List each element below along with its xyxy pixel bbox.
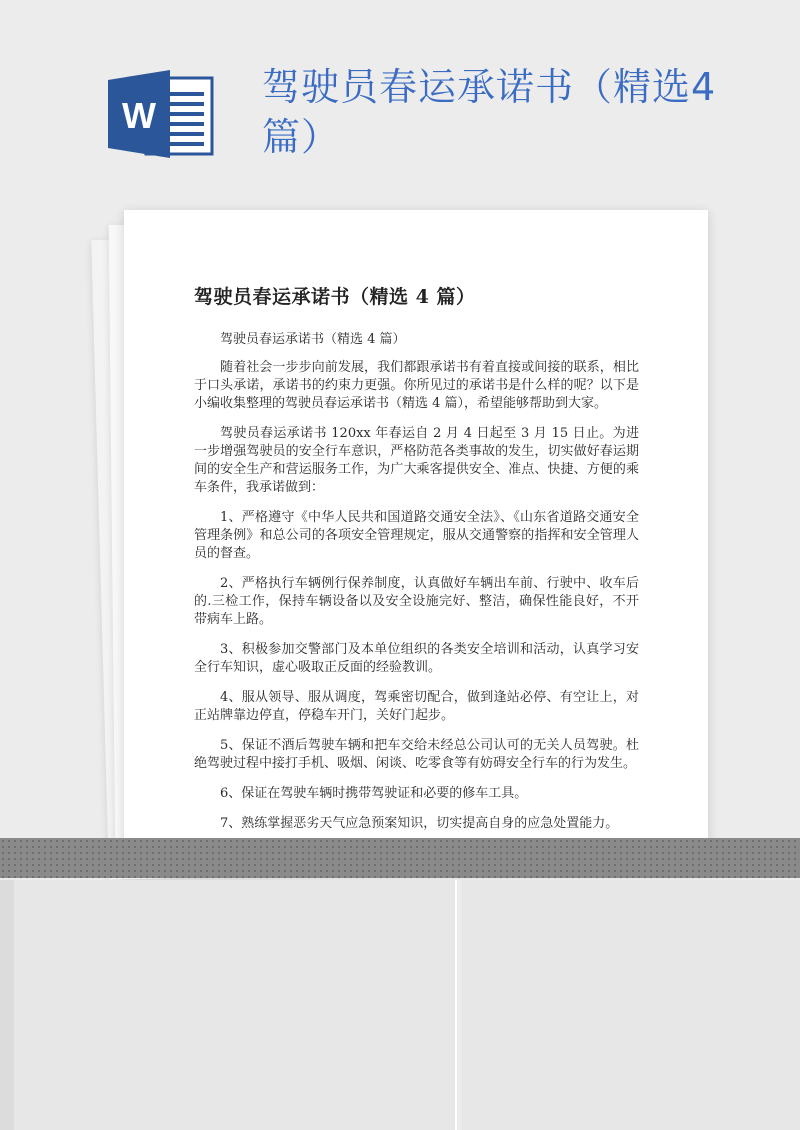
header <box>0 0 800 200</box>
page-title: 驾驶员春运承诺书（精选4篇） <box>262 65 717 159</box>
document-paragraph: 7、熟练掌握恶劣天气应急预案知识，切实提高自身的应急处置能力。 <box>220 816 619 831</box>
document-paragraph: 驾驶员春运承诺书 120xx 年春运自 2 月 4 日起至 3 月 15 日止。为进一步增强驾驶员的安全行车意识，严格防范各类事故的发生，切实做好春运期间的安全生产和营运服务工作，为广大乘客提供安全、准点、快捷、方便的乘车条件，我承诺做到： <box>194 426 639 495</box>
document-paragraph: 4、服从领导、服从调度，驾乘密切配合，做到逢站必停、有空让上，对正站牌靠边停直，停稳车开门，关好门起步。 <box>194 690 639 723</box>
document-paragraph: 6、保证在驾驶车辆时携带驾驶证和必要的修车工具。 <box>220 786 528 801</box>
lower-panel-left <box>0 880 457 1130</box>
document-subtitle: 驾驶员春运承诺书（精选 4 篇） <box>220 332 406 347</box>
document-heading: 驾驶员春运承诺书（精选 4 篇） <box>194 286 476 308</box>
document-paragraph: 随着社会一步步向前发展，我们都跟承诺书有着直接或间接的联系，相比于口头承诺，承诺书的约束力更强。你所见过的承诺书是什么样的呢？以下是小编收集整理的驾驶员春运承诺书（精选 4 篇），希望能够帮助到大家。 <box>194 360 639 411</box>
document-paragraph: 3、积极参加交警部门及本单位组织的各类安全培训和活动，认真学习安全行车知识，虚心吸取正反面的经验教训。 <box>194 642 639 675</box>
document-body <box>194 282 639 911</box>
lower-panel-edge <box>0 880 14 1130</box>
document-preview-page <box>124 210 708 870</box>
document-paragraph: 5、保证不酒后驾驶车辆和把车交给未经总公司认可的无关人员驾驶。杜绝驾驶过程中接打手机、吸烟、闲谈、吃零食等有妨碍安全行车的行为发生。 <box>194 738 639 771</box>
word-logo-letter: W <box>122 95 156 136</box>
document-paragraph: 2、严格执行车辆例行保养制度，认真做好车辆出车前、行驶中、收车后的.三检工作，保持车辆设备以及安全设施完好、整洁，确保性能良好，不开带病车上路。 <box>194 576 639 627</box>
dotted-divider-band <box>0 838 800 878</box>
microsoft-word-icon <box>108 68 218 160</box>
document-paragraph: 1、严格遵守《中华人民共和国道路交通安全法》、《山东省道路交通安全管理条例》和总公司的各项安全管理规定，服从交通警察的指挥和安全管理人员的督查。 <box>194 510 639 561</box>
lower-panel-right <box>462 880 800 1130</box>
